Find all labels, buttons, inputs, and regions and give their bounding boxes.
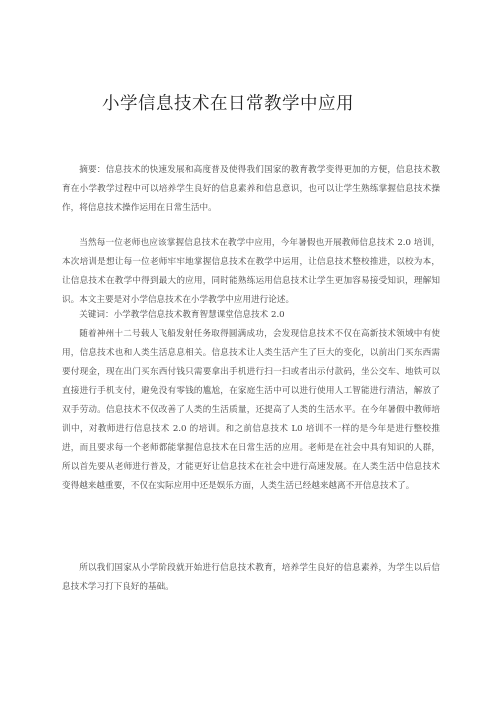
body-paragraph-2: 所以我们国家从小学阶段就开始进行信息技术教育，培养学生良好的信息素养，为学生以后信息技术学习打下良好的基础。	[62, 563, 440, 592]
body-paragraph-1: 随着神州十二号载人飞船发射任务取得圆满成功，会发现信息技术不仅在高新技术领域中有使用，信息技术也和人类生活息息相关。信息技术让人类生活产生了巨大的变化，以前出门买东西需要付现金，现在出门买东西付钱只需要拿出手机进行扫一扫或者出示付款码，坐公交车、地铁可以直接进行手机支付，避免没有零钱的尴尬，在家庭生活中可以进行使用人工智能进行清洁，解放了双手劳动。信息技术不仅改善了人类的生活质量，还提高了人类的生活水平。在今年暑假中教师培训中，对教师进行信息技术 2.0 的培训。和之前信息技术 L0 培训不一样的是今年是进行整校推进，而且要求每一个老师都能掌握信息技术在日常生活的应用。老师是在社会中具有知识的人群，所以首先要从老师进行普及，才能更好让信息技术在社会中进行高速发展。在人类生活中信息技术变得越来越重要，不仅在实际应用中还是娱乐方面，人类生活已经越来越离不开信息技术了。	[62, 329, 440, 491]
abstract-paragraph: 摘要：信息技术的快速发展和高度普及使得我们国家的教育教学变得更加的方便，信息技术教育在小学教学过程中可以培养学生良好的信息素养和信息意识，也可以让学生熟练掌握信息技术操作，将信息技术操作运用在日常生活中。	[62, 165, 440, 213]
intro-paragraph: 当然每一位老师也应该掌握信息技术在教学中应用，今年暑假也开展教师信息技术 2.0 培训，本次培训是想让每一位老师牢牢地掌握信息技术在教学中运用，让信息技术整校推进，以校为本，让信息技术在教学中得到最大的应用，同时能熟练运用信息技术让学生更加容易接受知识，理解知识。本文主要是对小学信息技术在小学教学中应用进行论述。	[62, 238, 440, 305]
keywords-paragraph: 关键词：小学教学信息技术教育智慧课堂信息技术 2.0	[79, 310, 285, 320]
document-title: 小学信息技术在日常教学中应用	[102, 94, 354, 114]
